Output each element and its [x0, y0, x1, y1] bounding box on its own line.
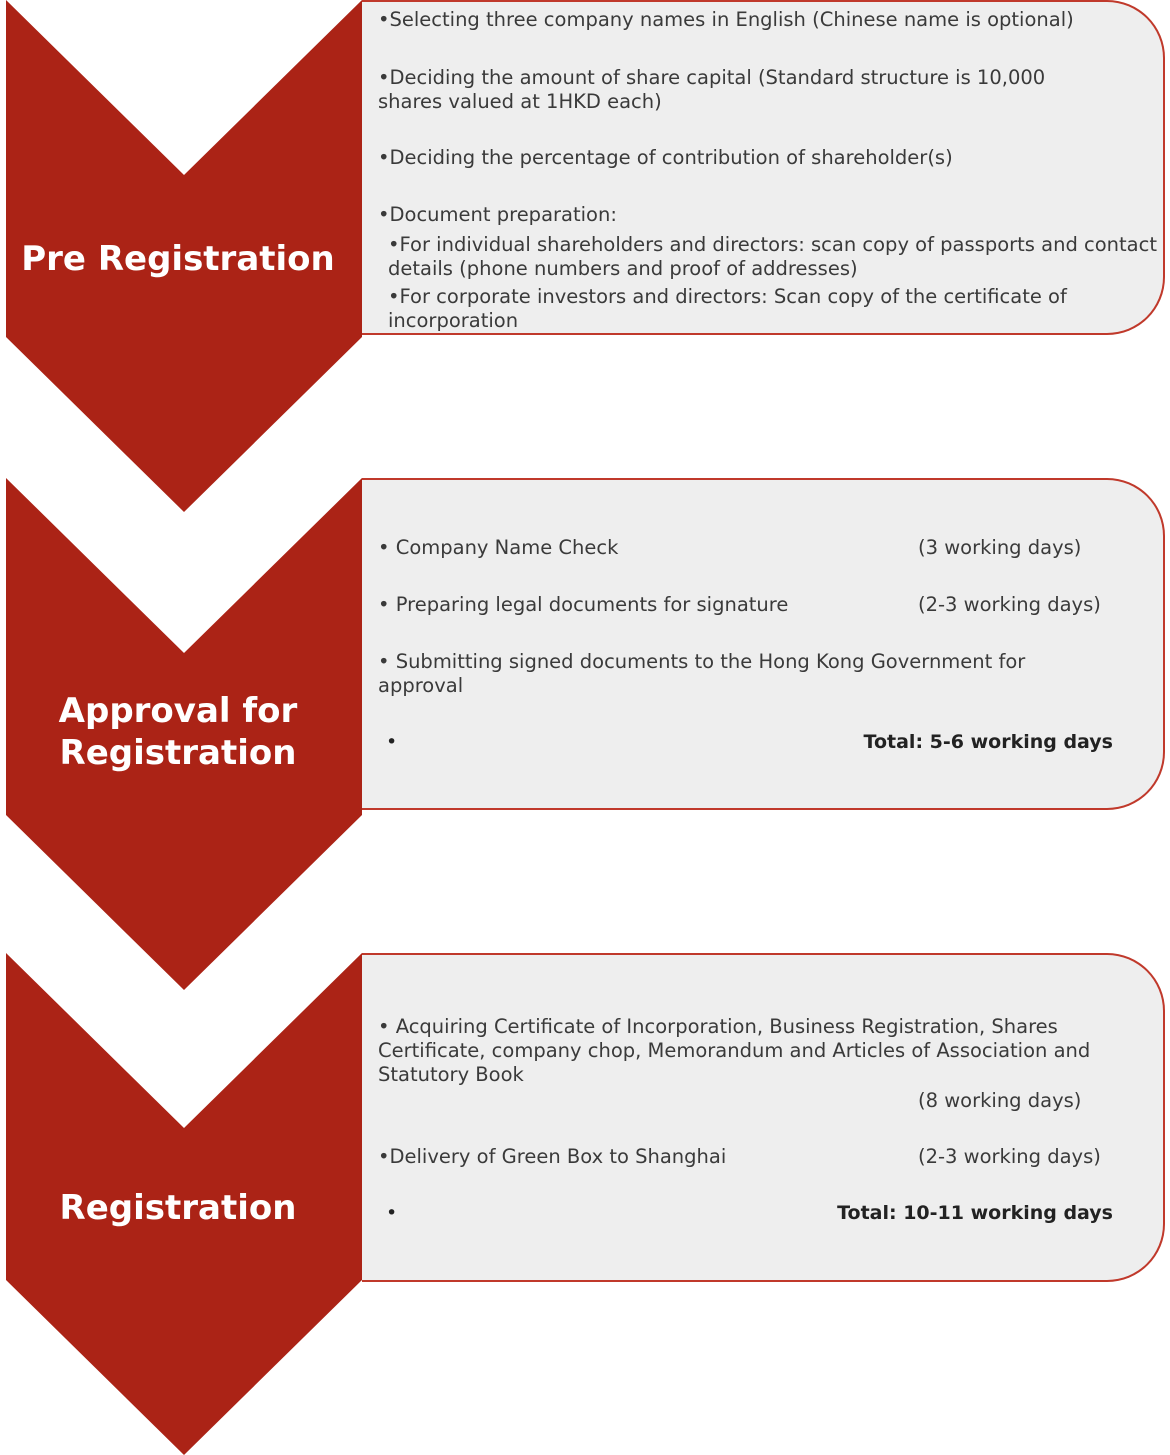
- list-item: • Company Name Check: [378, 536, 619, 559]
- list-item: •Delivery of Green Box to Shanghai: [378, 1145, 727, 1168]
- details-box-pre-registration: [362, 0, 1165, 335]
- list-item: •Document preparation:: [378, 203, 617, 226]
- details-box-approval-for-registration: [362, 478, 1165, 810]
- list-item: •Deciding the amount of share capital (Standard structure is 10,000 shares valued at 1HKD each): [378, 66, 1046, 113]
- stage-title-pre-registration: Pre Registration: [21, 239, 335, 279]
- total-duration: Total: 5-6 working days: [863, 731, 1113, 753]
- list-item: • Submitting signed documents to the Hong Kong Government for approval: [378, 650, 1026, 697]
- total-duration: Total: 10-11 working days: [837, 1202, 1113, 1224]
- stage-title-approval-for-registration: Approval for Registration: [58, 691, 298, 773]
- details-box-registration: [362, 953, 1165, 1282]
- bullet: •: [386, 1202, 398, 1224]
- duration-label: (8 working days): [918, 1089, 1082, 1112]
- list-item: •For corporate investors and directors: Scan copy of the certificate of incorporation: [388, 285, 1067, 332]
- list-item: • Preparing legal documents for signature: [378, 593, 789, 616]
- duration-label: (2-3 working days): [918, 1145, 1101, 1168]
- bullet: •: [386, 731, 398, 753]
- list-item: •Selecting three company names in English (Chinese name is optional): [378, 8, 1074, 31]
- list-item: • Acquiring Certificate of Incorporation, Business Registration, Shares Certificate, company chop, Memorandum and Articles of Association and Statutory Book: [378, 1015, 1091, 1086]
- list-item: •For individual shareholders and directors: scan copy of passports and contact details (phone numbers and proof of addresses): [388, 233, 1158, 280]
- stage-title-registration: Registration: [59, 1188, 297, 1228]
- list-item: •Deciding the percentage of contribution of shareholder(s): [378, 146, 953, 169]
- duration-label: (3 working days): [918, 536, 1082, 559]
- duration-label: (2-3 working days): [918, 593, 1101, 616]
